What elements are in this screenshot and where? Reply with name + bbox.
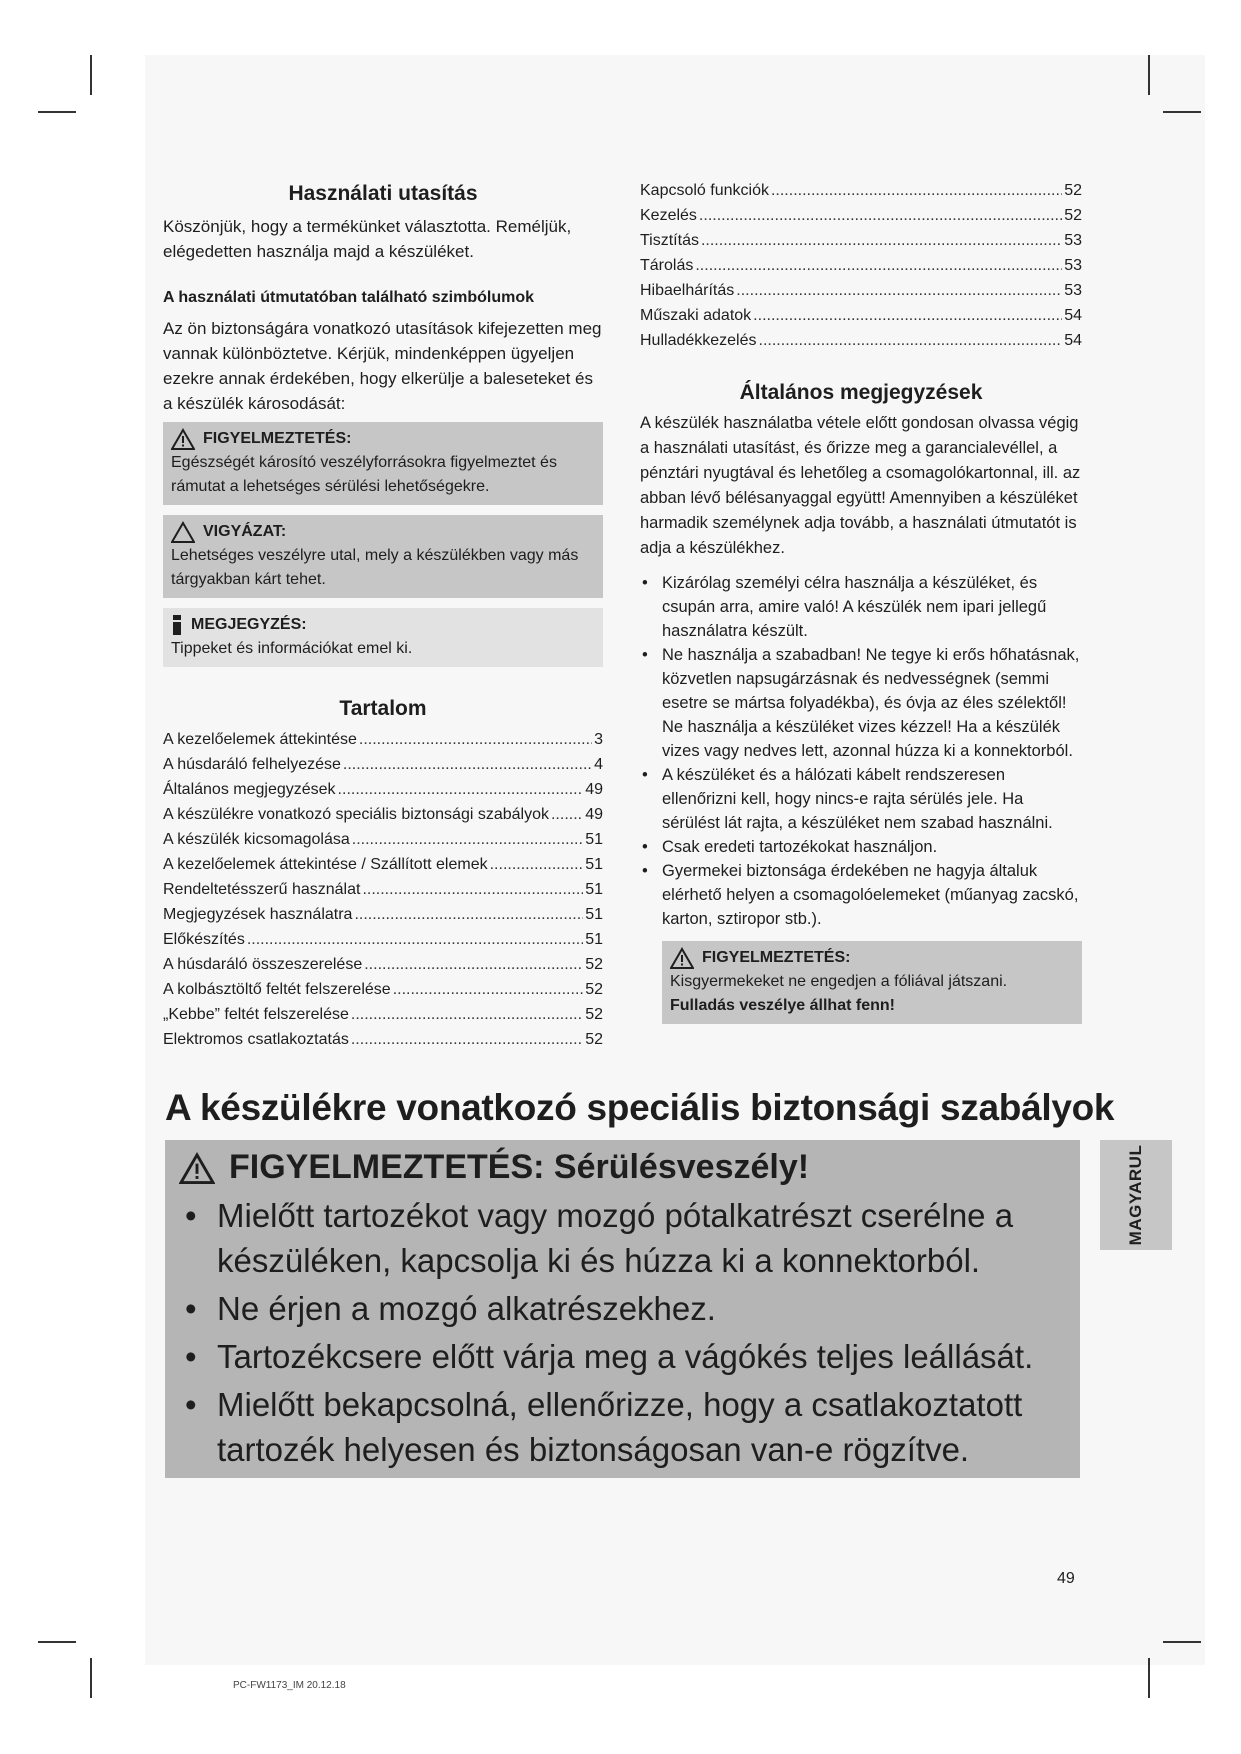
- note-text: Tippeket és információkat emel ki.: [171, 640, 413, 657]
- note-box-title: [171, 613, 595, 637]
- crop-mark: [38, 111, 76, 113]
- toc-item[interactable]: Rendeltetésszerű használat ..... 51: [163, 877, 603, 902]
- symbols-text: Az ön biztonságára vonatkozó utasítások kifejezetten meg vannak különböztetve. Kérjük, mindenképpen ügyeljen ezekre annak érdekében, hogy elkerülje a baleseteket és a készülék károsodását:: [163, 319, 602, 413]
- crop-mark: [1148, 1658, 1150, 1698]
- warning-box-title: [171, 427, 595, 451]
- general-notes-bullets: [640, 571, 1082, 931]
- toc-item[interactable]: Hulladékkezelés ..... 54: [640, 328, 1082, 353]
- list-item: • Gyermekei biztonsága érdekében ne hagyja általuk elérhető helyen a csomagolóelemeket (műanyag zacskó, karton, sztiropor stb.).: [640, 859, 1082, 931]
- toc-item[interactable]: Tárolás ..... 53: [640, 253, 1082, 278]
- child-warning-title: [670, 946, 1074, 970]
- list-item: • Kizárólag személyi célra használja a készüléket, és csupán arra, amire való! A készülék nem ipari jellegű használatra készült.: [640, 571, 1082, 643]
- toc-item[interactable]: A kezelőelemek áttekintése / Szállított elemek ..... 51: [163, 852, 603, 877]
- caution-text: Lehetséges veszélyre utal, mely a készülékben vagy más tárgyakban kárt tehet.: [171, 547, 579, 588]
- warning-triangle-icon: [670, 947, 694, 969]
- left-column: [163, 180, 603, 1052]
- toc-item[interactable]: Megjegyzések használatra ..... 51: [163, 902, 603, 927]
- toc-item[interactable]: A húsdaráló összeszerelése ..... 52: [163, 952, 603, 977]
- warning-text: Egészségét károsító veszélyforrásokra figyelmeztet és rámutat a lehetséges sérülési lehetőségekre.: [171, 454, 557, 495]
- list-item: • Ne érjen a mozgó alkatrészekhez.: [179, 1286, 1066, 1331]
- list-item: • Mielőtt bekapcsolná, ellenőrizze, hogy a csatlakoztatott tartozék helyesen és biztonságosan van-e rögzítve.: [179, 1382, 1066, 1472]
- general-notes-title: Általános megjegyzések: [739, 381, 983, 404]
- toc-item[interactable]: Tisztítás ..... 53: [640, 228, 1082, 253]
- caution-box: [163, 515, 603, 598]
- manual-title: Használati utasítás: [288, 182, 478, 205]
- toc-list-right: [640, 178, 1082, 353]
- toc-list-left: [163, 727, 603, 1052]
- right-column: [640, 180, 1082, 1024]
- list-item: • Tartozékcsere előtt várja meg a vágókés teljes leállását.: [179, 1334, 1066, 1379]
- toc-item[interactable]: Elektromos csatlakoztatás ..... 52: [163, 1027, 603, 1052]
- language-tab: [1100, 1140, 1172, 1250]
- safety-bullets: [179, 1193, 1066, 1472]
- child-warning-box: [662, 941, 1082, 1024]
- crop-mark: [1148, 55, 1150, 95]
- print-footer: PC-FW1173_IM 20.12.18: [233, 1680, 346, 1691]
- child-warning-label: FIGYELMEZTETÉS:: [702, 949, 851, 966]
- child-warning-line2: Fulladás veszélye állhat fenn!: [670, 997, 895, 1014]
- toc-item[interactable]: Általános megjegyzések ..... 49: [163, 777, 603, 802]
- toc-item[interactable]: Kezelés ..... 52: [640, 203, 1082, 228]
- toc-item[interactable]: Kapcsoló funkciók ..... 52: [640, 178, 1082, 203]
- caution-box-title: [171, 520, 595, 544]
- toc-item[interactable]: Előkészítés ..... 51: [163, 927, 603, 952]
- crop-mark: [90, 55, 92, 95]
- note-label: MEGJEGYZÉS:: [191, 616, 307, 633]
- note-box: [163, 608, 603, 667]
- warning-triangle-icon: [171, 428, 195, 450]
- warning-label: FIGYELMEZTETÉS:: [203, 430, 352, 447]
- toc-title: Tartalom: [339, 697, 427, 720]
- toc-item[interactable]: Műszaki adatok ..... 54: [640, 303, 1082, 328]
- list-item: • Csak eredeti tartozékokat használjon.: [640, 835, 1082, 859]
- child-warning-line1: Kisgyermekeket ne engedjen a fóliával játszani.: [670, 973, 1008, 990]
- injury-warning-title: [179, 1148, 1066, 1187]
- injury-warning-label: FIGYELMEZTETÉS: Sérülésveszély!: [229, 1148, 810, 1186]
- symbols-heading: A használati útmutatóban található szimbólumok: [163, 289, 534, 306]
- info-icon: [171, 615, 183, 635]
- crop-mark: [1163, 1641, 1201, 1643]
- toc-item[interactable]: A kezelőelemek áttekintése ..... 3: [163, 727, 603, 752]
- toc-item[interactable]: A húsdaráló felhelyezése ..... 4: [163, 752, 603, 777]
- page-number: 49: [1057, 1570, 1075, 1587]
- toc-item[interactable]: „Kebbe” feltét felszerelése ..... 52: [163, 1002, 603, 1027]
- crop-mark: [90, 1658, 92, 1698]
- list-item: • Mielőtt tartozékot vagy mozgó pótalkatrészt cserélne a készüléken, kapcsolja ki és húzza ki a konnektorból.: [179, 1193, 1066, 1283]
- general-notes-text: A készülék használatba vétele előtt gondosan olvassa végig a használati utasítást, és őrizze meg a garancialevéllel, a pénztári nyugtával és lehetőleg a csomagolókartonnal, ill. az abban lévő bélésanyaggal együtt! Amennyiben a készüléket harmadik személynek adja tovább, a használati útmutatót is adja a készülékhez.: [640, 414, 1081, 557]
- warning-triangle-icon: [179, 1152, 215, 1184]
- toc-item[interactable]: Hibaelhárítás ..... 53: [640, 278, 1082, 303]
- toc-item[interactable]: A készülék kicsomagolása ..... 51: [163, 827, 603, 852]
- toc-item[interactable]: A készülékre vonatkozó speciális biztonsági szabályok ..... 49: [163, 802, 603, 827]
- crop-mark: [38, 1641, 76, 1643]
- crop-mark: [1163, 111, 1201, 113]
- caution-triangle-icon: [171, 521, 195, 543]
- intro-text: Köszönjük, hogy a termékünket választotta. Reméljük, elégedetten használja majd a készüléket.: [163, 217, 572, 261]
- injury-warning-box: [165, 1140, 1080, 1478]
- warning-box: [163, 422, 603, 505]
- toc-item[interactable]: A kolbásztöltő feltét felszerelése ..... 52: [163, 977, 603, 1002]
- language-label: MAGYARUL: [1126, 1144, 1145, 1246]
- caution-label: VIGYÁZAT:: [203, 523, 287, 540]
- list-item: • A készüléket és a hálózati kábelt rendszeresen ellenőrizni kell, hogy nincs-e rajta sérülés jele. Ha sérülést lát rajta, a készüléket nem szabad használni.: [640, 763, 1082, 835]
- safety-title: A készülékre vonatkozó speciális biztonsági szabályok: [165, 1087, 1115, 1128]
- list-item: • Ne használja a szabadban! Ne tegye ki erős hőhatásnak, közvetlen napsugárzásnak és nedvességnek (semmi esetre se mártsa folyadékba), és óvja az éles szélektől! Ne használja a készüléket vizes kézzel! Ha a készülék vizes vagy nedves lett, azonnal húzza ki a konnektorból.: [640, 643, 1082, 763]
